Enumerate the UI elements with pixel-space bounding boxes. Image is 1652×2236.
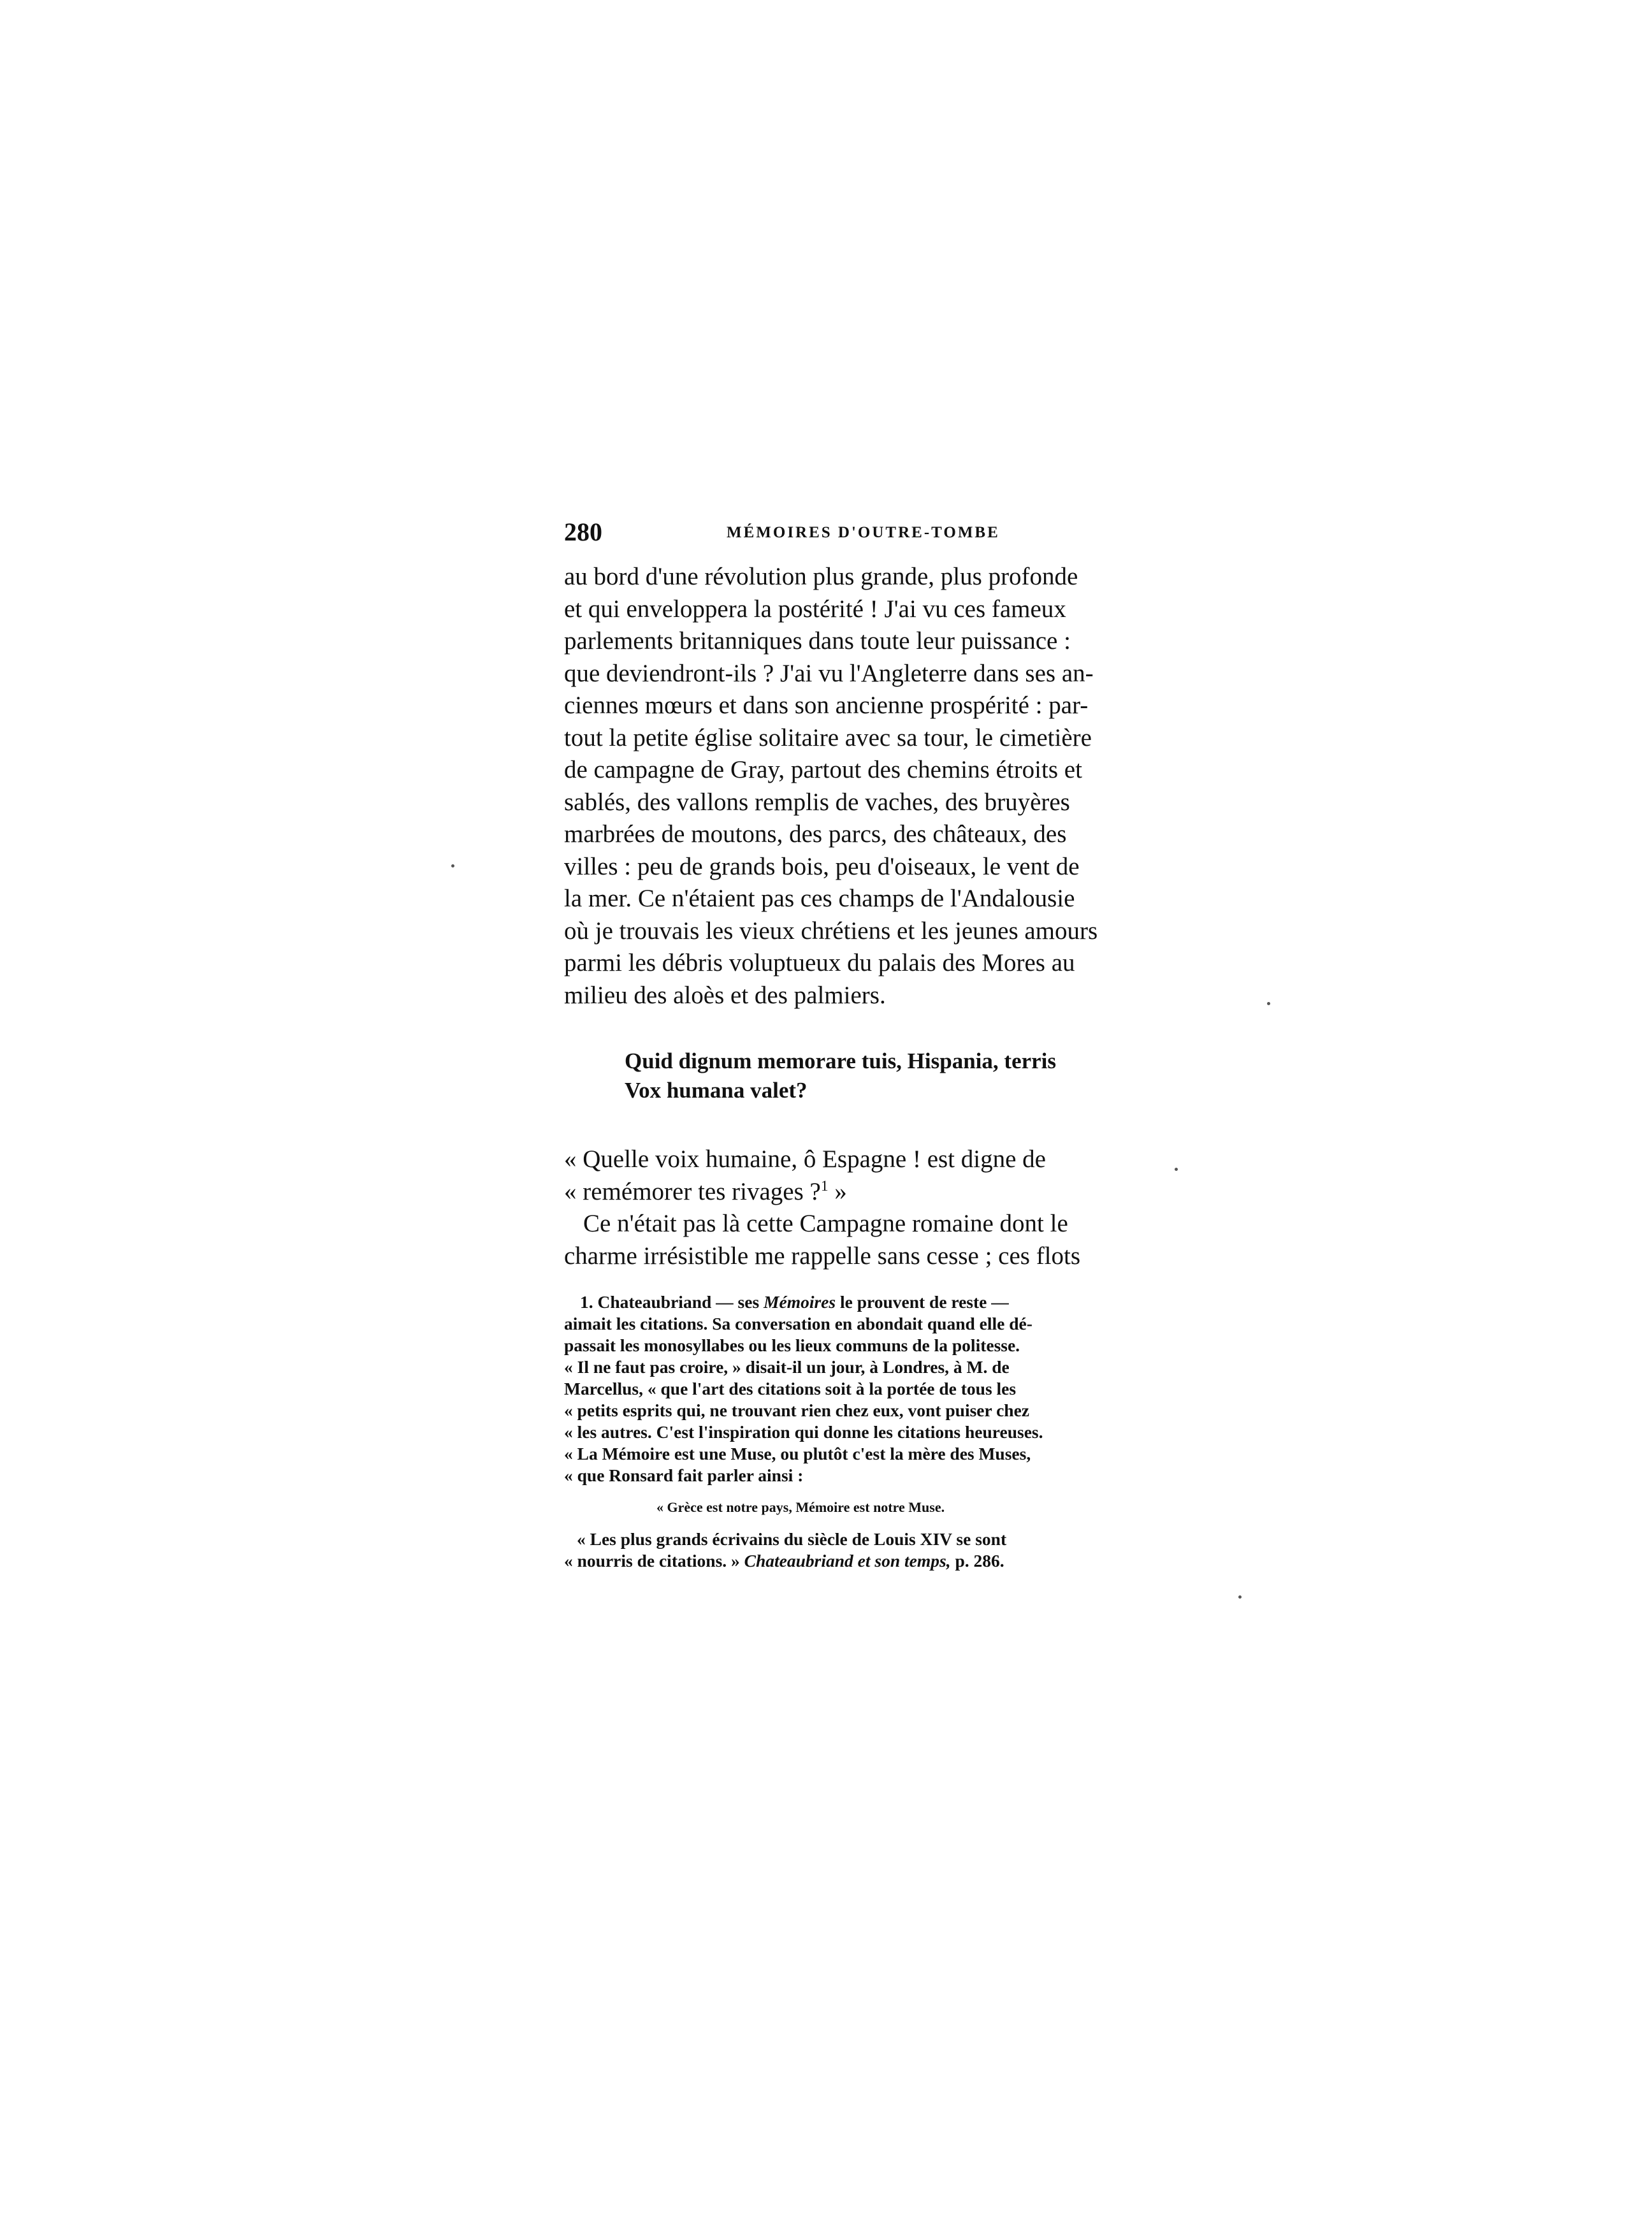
scan-speck <box>451 864 454 868</box>
verse-line: Vox humana valet? <box>625 1078 808 1103</box>
latin-verse <box>625 1047 1170 1105</box>
footnote-last-line <box>564 1550 1170 1572</box>
scan-speck <box>1238 1595 1242 1599</box>
footnote-text: « nourris de citations. » <box>564 1551 740 1571</box>
translation-line: « Quelle voix humaine, ô Espagne ! est digne de <box>564 1145 1046 1173</box>
continuation-line: Ce n'était pas là cette Campagne romaine dont le <box>583 1210 1068 1237</box>
page-header <box>564 516 1170 548</box>
body-line: la mer. Ce n'étaient pas ces champs de l'Andalousie <box>564 885 1075 912</box>
footnote-source-title: Chateaubriand et son temps, <box>744 1551 951 1571</box>
continuation-paragraph <box>564 1208 1170 1272</box>
footnote-line: passait les monosyllabes ou les lieux communs de la politesse. <box>564 1335 1020 1355</box>
footnote-line: « Les plus grands écrivains du siècle de Louis XIV se sont <box>577 1529 1007 1549</box>
body-line: parmi les débris voluptueux du palais des Mores au <box>564 949 1075 976</box>
footnote-line: « les autres. C'est l'inspiration qui donne les citations heureuses. <box>564 1422 1043 1442</box>
page-content <box>564 516 1170 1572</box>
body-line: parlements britanniques dans toute leur puissance : <box>564 627 1071 655</box>
body-line: ciennes mœurs et dans son ancienne prospérité : par- <box>564 692 1089 719</box>
body-line: de campagne de Gray, partout des chemins étroits et <box>564 756 1082 783</box>
body-line: que deviendront-ils ? J'ai vu l'Angleterre dans ses an- <box>564 659 1094 687</box>
body-line: au bord d'une révolution plus grande, plus profonde <box>564 563 1078 590</box>
translation-close-quote: » <box>828 1177 847 1205</box>
scan-speck <box>1267 1002 1270 1005</box>
running-title: MÉMOIRES D'OUTRE-TOMBE <box>727 524 1000 541</box>
footnote <box>564 1291 1170 1572</box>
scan-speck <box>1175 1168 1178 1171</box>
footnote-page-ref: p. 286. <box>955 1551 1004 1571</box>
footnote-line: « Il ne faut pas croire, » disait-il un jour, à Londres, à M. de <box>564 1357 1010 1377</box>
footnote-line: « petits esprits qui, ne trouvant rien chez eux, vont puiser chez <box>564 1400 1029 1420</box>
body-line: villes : peu de grands bois, peu d'oiseaux, le vent de <box>564 852 1080 880</box>
footnote-first-line <box>564 1291 1170 1313</box>
body-line: tout la petite église solitaire avec sa tour, le cimetière <box>564 723 1092 751</box>
page-number: 280 <box>564 518 602 546</box>
verse-line: Quid dignum memorare tuis, Hispania, terris <box>625 1049 1057 1073</box>
footnote-line: Marcellus, « que l'art des citations soit à la portée de tous les <box>564 1379 1017 1398</box>
footnote-line: « La Mémoire est une Muse, ou plutôt c'est la mère des Muses, <box>564 1444 1031 1463</box>
body-line: marbrées de moutons, des parcs, des châteaux, des <box>564 820 1067 848</box>
main-paragraph <box>564 561 1170 1012</box>
footnote-italic-title: Mémoires <box>764 1292 836 1312</box>
footnote-number: 1. <box>580 1292 593 1312</box>
footnote-text: le prouvent de reste — <box>839 1292 1009 1312</box>
footnote-line: aimait les citations. Sa conversation en abondait quand elle dé- <box>564 1314 1032 1333</box>
translation-line-2 <box>564 1176 1170 1209</box>
continuation-line: charme irrésistible me rappelle sans cesse ; ces flots <box>564 1242 1081 1270</box>
footnote-line: « que Ronsard fait parler ainsi : <box>564 1465 804 1485</box>
body-line: et qui enveloppera la postérité ! J'ai vu ces fameux <box>564 595 1066 623</box>
footnote-quote: « Grèce est notre pays, Mémoire est notre Muse. <box>656 1499 945 1515</box>
footnote-text: Chateaubriand — ses <box>597 1292 760 1312</box>
body-line: sablés, des vallons remplis de vaches, des bruyères <box>564 788 1070 816</box>
body-line: où je trouvais les vieux chrétiens et les jeunes amours <box>564 917 1098 945</box>
translation-text: « remémorer tes rivages ? <box>564 1177 821 1205</box>
body-line: milieu des aloès et des palmiers. <box>564 981 886 1009</box>
footnote-ref[interactable]: 1 <box>820 1177 829 1194</box>
verse-translation <box>564 1143 1170 1208</box>
